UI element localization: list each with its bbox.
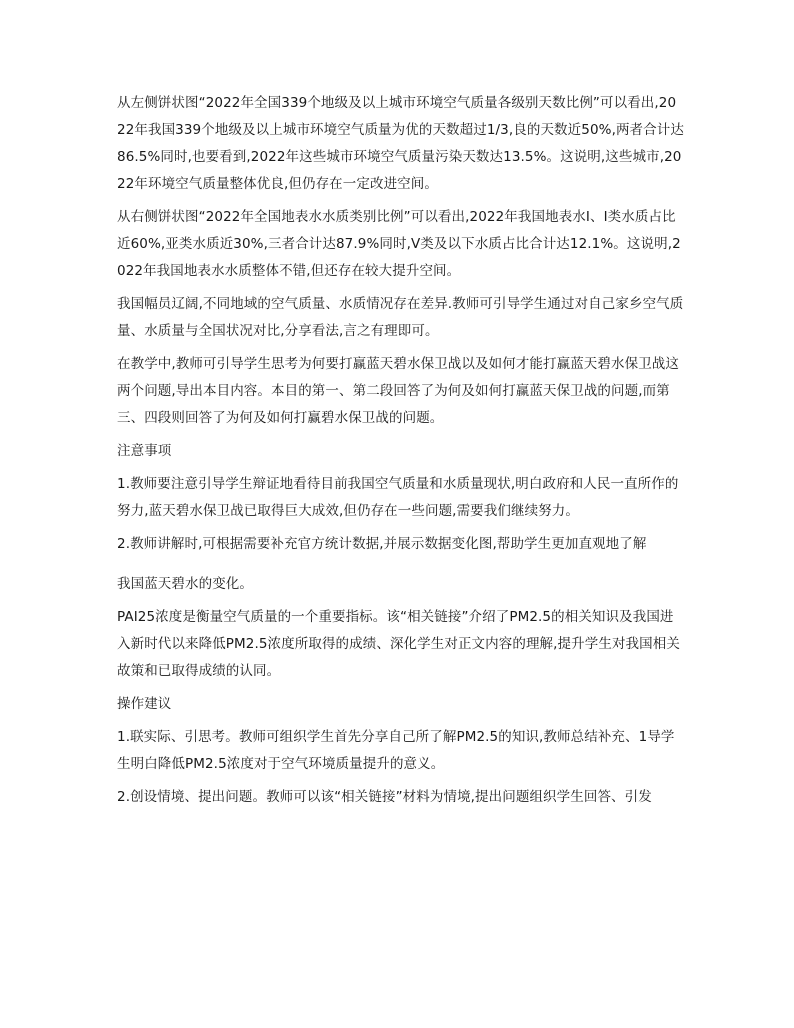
paragraph-suggestion-1: 1.联实际、引思考。教师可组织学生首先分享自己所了解PM2.5的知识,教师总结补充、1导学生明白降低PM2.5浓度对于空气环境质量提升的意义。 (117, 729, 675, 772)
heading-notes: 注意事项 (117, 443, 172, 459)
heading-suggestions: 操作建议 (117, 696, 172, 712)
paragraph-note-2: 2.教师讲解时,可根据需要补充官方统计数据,并展示数据变化图,帮助学生更加直观地了解 (117, 536, 647, 552)
paragraph-pie-air-quality: 从左侧饼状图“2022年全国339个地级及以上城市环境空气质量各级别天数比例”可以看出,2022年我国339个地级及以上城市环境空气质量为优的天数超过1/3,良的天数近50%,两者合计达86.5%同时,也要看到,2022年这些城市环境空气质量污染天数达13.5%。这说明,这些城市,2022年环境空气质量整体优良,但仍存在一定改进空间。 (117, 95, 684, 192)
paragraph-note-2-continued: 我国蓝天碧水的变化。 (117, 576, 253, 592)
paragraph-regional-differences: 我国幅员辽阔,不同地域的空气质量、水质情况存在差异.教师可引导学生通过对自己家乡空气质量、水质量与全国状况对比,分享看法,言之有理即可。 (117, 296, 684, 339)
paragraph-pm25-link: PAI25浓度是衡量空气质量的一个重要指标。该“相关链接”介绍了PM2.5的相关知识及我国进入新时代以来降低PM2.5浓度所取得的成绩、深化学生对正文内容的理解,提升学生对我国相关故策和已取得成绩的认同。 (117, 609, 680, 679)
paragraph-suggestion-2: 2.创设情境、提出问题。教师可以该“相关链接”材料为情境,提出问题组织学生回答、引发 (117, 789, 652, 805)
paragraph-pie-water-quality: 从右侧饼状图“2022年全国地表水水质类别比例”可以看出,2022年我国地表水Ⅰ、Ⅰ类水质占比近60%,亚类水质近30%,三者合计达87.9%同时,Ⅴ类及以下水质占比合计达12.1%。这说明,2022年我国地表水水质整体不错,但还存在较大提升空间。 (117, 209, 681, 279)
paragraph-teaching-guidance: 在教学中,教师可引导学生思考为何要打赢蓝天碧水保卫战以及如何才能打赢蓝天碧水保卫战这两个问题,导出本目内容。本目的第一、第二段回答了为何及如何打赢蓝天保卫战的问题,而第三、四段则回答了为何及如何打赢碧水保卫战的问题。 (117, 356, 679, 426)
paragraph-note-1: 1.教师要注意引导学生辩证地看待目前我国空气质量和水质量现状,明白政府和人民一直所作的努力,蓝天碧水保卫战已取得巨大成效,但仍存在一些问题,需要我们继续努力。 (117, 476, 679, 519)
